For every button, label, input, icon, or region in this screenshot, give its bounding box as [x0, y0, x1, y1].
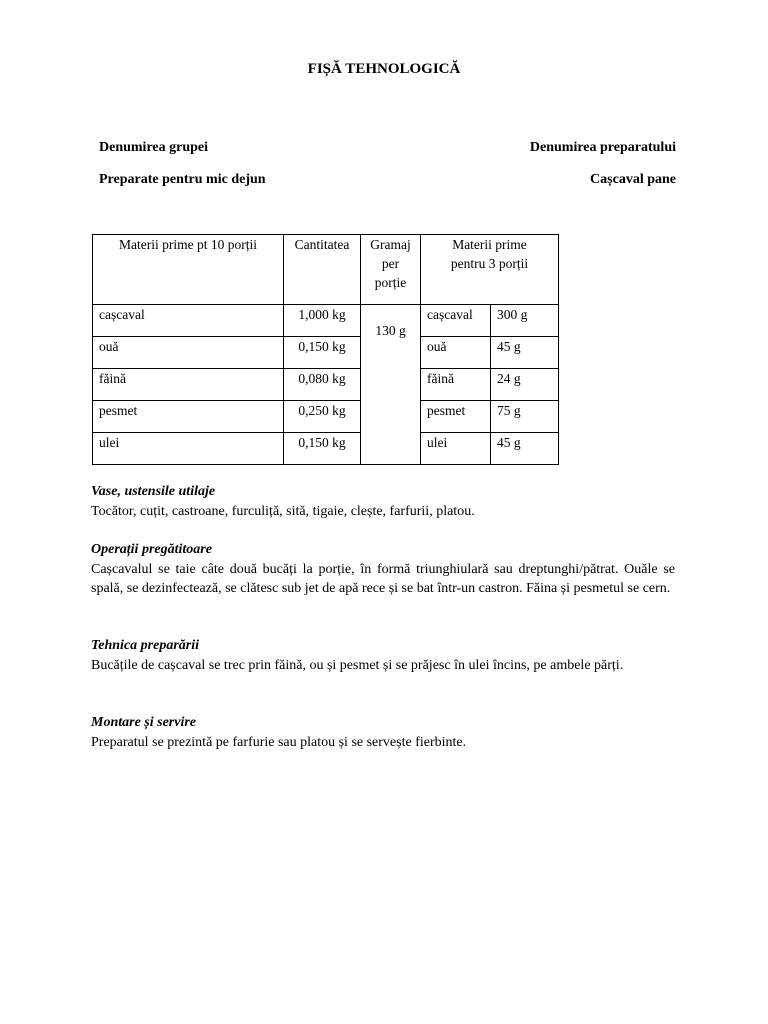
- table-row: [93, 401, 559, 433]
- section-technique: [91, 636, 675, 675]
- cell-item-3: ouă: [421, 337, 491, 369]
- cell-qty: 1,000 kg: [284, 305, 361, 337]
- header-grams-line-1: Gramaj: [370, 237, 411, 252]
- cell-grams-per-portion: 130 g: [361, 305, 421, 465]
- section-utensils: [91, 482, 675, 521]
- cell-qty-3: 75 g: [491, 401, 559, 433]
- group-label: Denumirea grupei: [99, 140, 209, 155]
- section-text: Tocător, cuțit, castroane, furculiță, sită, tigaie, clește, farfurii, platou.: [91, 503, 475, 519]
- header-rm3-line-1: Materii prime: [452, 237, 527, 252]
- cell-qty-3: 24 g: [491, 369, 559, 401]
- cell-item-3: cașcaval: [421, 305, 491, 337]
- header-grams-line-2: per: [381, 256, 400, 271]
- cell-qty-3: 300 g: [491, 305, 559, 337]
- section-text: Preparatul se prezintă pe farfurie sau platou și se servește fierbinte.: [91, 734, 467, 750]
- section-heading: Vase, ustensile utilaje: [91, 484, 216, 499]
- cell-qty: 0,080 kg: [284, 369, 361, 401]
- header-rm3-line-2: pentru 3 porții: [450, 256, 529, 271]
- table-row: [93, 305, 559, 337]
- page-title: FIȘĂ TEHNOLOGICĂ: [307, 61, 461, 77]
- section-heading: Montare și servire: [91, 715, 196, 730]
- header-quantity: Cantitatea: [284, 235, 361, 305]
- section-text: Cașcavalul se taie câte două bucăți la porție, în formă triunghiulară sau dreptunghi/pătrat. Ouăle se spală, se dezinfectează, se clătesc sub jet de apă rece și se bat într-un castron. Făina și pesmetul se cern.: [91, 561, 675, 596]
- cell-qty: 0,250 kg: [284, 401, 361, 433]
- cell-item-3: ulei: [421, 433, 491, 465]
- product-value: Cașcaval pane: [590, 172, 676, 187]
- table-row: [93, 369, 559, 401]
- cell-item: cașcaval: [93, 305, 284, 337]
- section-preparation-ops: [91, 540, 675, 599]
- cell-qty-3: 45 g: [491, 337, 559, 369]
- cell-item: ulei: [93, 433, 284, 465]
- section-heading: Tehnica preparării: [91, 638, 199, 653]
- cell-item: făină: [93, 369, 284, 401]
- header-grams-per-portion: [361, 235, 421, 305]
- table-header-row: [93, 235, 559, 305]
- recipe-table: [92, 234, 559, 465]
- cell-item-3: pesmet: [421, 401, 491, 433]
- table-row: [93, 337, 559, 369]
- cell-qty: 0,150 kg: [284, 337, 361, 369]
- header-raw-materials-3: [421, 235, 559, 305]
- cell-item-3: făină: [421, 369, 491, 401]
- header-grams-line-3: porție: [374, 275, 407, 290]
- header-raw-materials-10: Materii prime pt 10 porții: [93, 235, 284, 305]
- section-text: Bucățile de cașcaval se trec prin făină, ou și pesmet și se prăjesc în ulei încins, pe ambele părți.: [91, 657, 624, 673]
- section-heading: Operații pregătitoare: [91, 542, 212, 557]
- section-serving: [91, 713, 675, 752]
- group-value: Preparate pentru mic dejun: [99, 172, 266, 187]
- product-label: Denumirea preparatului: [529, 140, 676, 155]
- cell-item: ouă: [93, 337, 284, 369]
- cell-qty-3: 45 g: [491, 433, 559, 465]
- table-row: [93, 433, 559, 465]
- cell-item: pesmet: [93, 401, 284, 433]
- cell-qty: 0,150 kg: [284, 433, 361, 465]
